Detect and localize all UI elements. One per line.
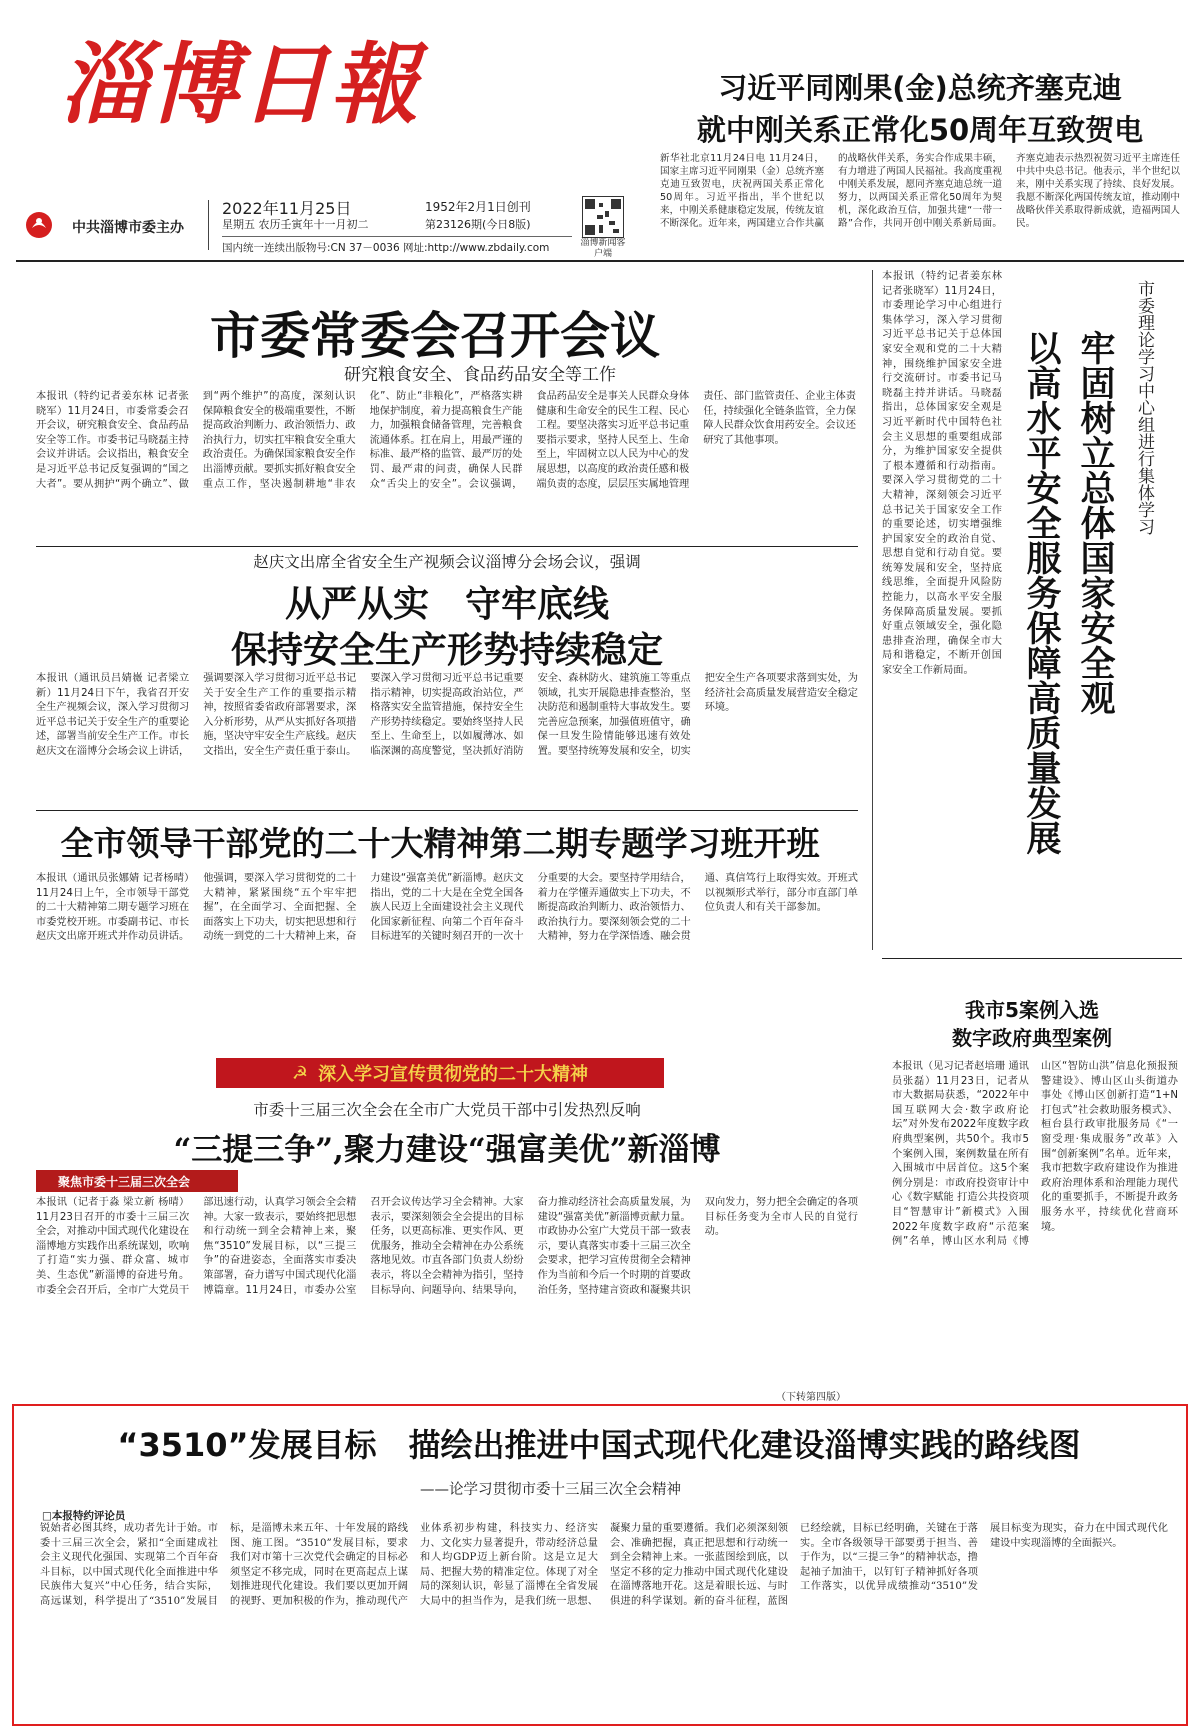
theme-banner-text: 深入学习宣传贯彻党的二十大精神	[318, 1064, 589, 1085]
editorial-subhead: ——论学习贯彻市委十三届三次全会精神	[420, 1482, 681, 1498]
digital-body: 本报讯（见习记者赵培珊 通讯员张磊）11月23日，记者从市大数据局获悉，“2022年中国互联网大会·数字政府论坛”对外发布2022年度数字政府典型案例，共50个。我市5个案例入围，案例数量在所有入围城市中居首位。这5个案例分别是：市政府投资审计中心《数字赋能 打造公共投资项目“智慧审计”新模式》入围2022年度数字政府“示范案例”名单，博山区水利局《博山区“智防山洪”信息化预报预警建设》、博山区山头街道办事处《博山区创新打造“1+N打包式”社会救助服务模式》、桓台县行政审批服务局《“一窗受理·集成服务”改革》入围“创新案例”名单。近年来，我市把数字政府建设作为推进政府治理体系和治理能力现代化的重要抓手，不断提升政务服务水平，持续优化营商环境。	[892, 1061, 1178, 1248]
theory-headline-2: 以高水平安全服务保障高质量发展	[1021, 330, 1062, 855]
plenary-kicker: 市委十三届三次全会在全市广大党员干部中引发热烈反响	[253, 1101, 641, 1119]
plenary-continued: （下转第四版）	[776, 1392, 846, 1403]
issue-date: 2022年11月25日	[222, 199, 352, 218]
lunar-date: 星期五 农历壬寅年十一月初二	[222, 218, 369, 231]
safety-headline-1: 从严从实 守牢底线	[284, 583, 609, 625]
theme-banner	[216, 1058, 664, 1088]
theory-body: 本报讯（特约记者姜东林 记者张晓军）11月24日，市委理论学习中心组进行集体学习，深入学习贯彻习近平总书记关于总体国家安全观和党的二十大精神，围绕维护国家安全进行交流研讨。市委书记马晓磊主持并讲话。马晓磊指出，总体国家安全观是习近平新时代中国特色社会主义思想的重要组成部分，为维护国家安全提供了根本遵循和行动指南。要深入学习贯彻党的二十大精神，深刻领会习近平总书记关于国家安全工作的重要论述，切实增强维护国家安全的政治自觉、思想自觉和行动自觉。要统筹发展和安全，坚持底线思维，全面提升风险防控能力，以高水平安全服务保障高质量发展。要抓好重点领域安全，强化隐患排查治理，确保全市大局和谐稳定，不断开创国家安全工作新局面。	[882, 271, 1002, 677]
founded-date: 1952年2月1日创刊	[425, 200, 531, 214]
top-story-body: 新华社北京11月24日电 11月24日，国家主席习近平同刚果（金）总统齐塞克迪互致贺电，庆祝两国关系正常化50周年。习近平指出，半个世纪以来，中刚关系健康稳定发展，传统友谊不断深化。近年来，两国建立合作共赢的战略伙伴关系，务实合作成果丰硕，有力增进了两国人民福祉。我高度重视中刚关系发展，愿同齐塞克迪总统一道努力，以两国关系正常化50周年为契机，深化政治互信，加强共建“一带一路”合作，共同开创中刚关系新局面。齐塞克迪表示热烈祝贺习近平主席连任中共中央总书记。他表示，半个世纪以来，刚中关系实现了持续、良好发展。我愿不断深化两国传统友谊，推动刚中战略伙伴关系取得新成就，造福两国人民。	[660, 153, 1180, 229]
party-flag-icon: ☭	[291, 1062, 309, 1084]
lead-headline: 市委常委会召开会议	[210, 306, 660, 365]
editorial-body: 锐始者必图其终，成功者先计于始。市委十三届三次全会，紧扣“全面建成社会主义现代化强国、实现第二个百年奋斗目标，以中国式现代化全面推进中华民族伟大复兴”中心任务，结合实际，高远谋划，科学提出了“3510”发展目标，是淄博未来五年、十年发展的路线图、施工图。“3510”发展目标，要求我们对市第十三次党代会确定的目标必须坚定不移完成，同时在更高起点上谋划推进现代化建设。我们要以更加开阔的视野、更加积极的作为，推动现代产业体系初步构建，科技实力、经济实力、文化实力显著提升，带动经济总量和人均GDP迈上新台阶。这是立足大局、把握大势的精准定位。体现了对全局的深刻认识，彰显了淄博在全省发展大局中的担当作为，是我们统一思想、凝聚力量的重要遵循。我们必须深刻领会、准确把握，真正把思想和行动统一到全会精神上来。一张蓝图绘到底，以坚定不移的定力推动中国式现代化建设在淄博落地开花。这是着眼长远、与时俱进的科学谋划。新的奋斗征程，蓝图已经绘就，目标已经明确，关键在于落实。全市各级领导干部要勇于担当、善于作为，以“三提三争”的精神状态，撸起袖子加油干，以钉钉子精神抓好各项工作落实，以优异成绩推动“3510”发展目标变为现实，奋力在中国式现代化建设中实现淄博的全面振兴。	[40, 1523, 1168, 1607]
safety-headline-2: 保持安全生产形势持续稳定	[230, 629, 663, 671]
sponsor-label: 中共淄博市委主办	[72, 220, 184, 236]
plenary-tag	[36, 1170, 238, 1192]
plenary-headline: “三提三争”,聚力建设“强富美优”新淄博	[173, 1132, 721, 1168]
safety-kicker: 赵庆文出席全省安全生产视频会议淄博分会场会议，强调	[253, 553, 641, 571]
theory-kicker: 市委理论学习中心组进行集体学习	[1134, 280, 1154, 535]
masthead-title: 淄博日報	[60, 32, 421, 136]
theory-headline-1: 牢固树立总体国家安全观	[1075, 330, 1116, 715]
qr-code	[582, 196, 624, 238]
editorial-headline: “3510”发展目标 描绘出推进中国式现代化建设淄博实践的路线图	[117, 1426, 1081, 1464]
masthead-logo	[60, 32, 580, 150]
editorial-byline: □本报特约评论员	[42, 1510, 126, 1522]
top-story-headline-2: 就中刚关系正常化50周年互致贺电	[696, 113, 1144, 147]
qr-caption: 淄博新闻客户端	[580, 238, 626, 259]
safety-body: 本报讯（通讯员吕婧嶶 记者梁立新）11月24日下午，我省召开安全生产视频会议，深入学习贯彻习近平总书记关于安全生产的重要论述，部署当前安全生产工作。市长赵庆文在淄博分会场会议上讲话，强调要深入学习贯彻习近平总书记关于安全生产工作的重要指示精神，按照省委省政府部署要求，深入分析形势，从严从实抓好各项措施，坚决守牢安全生产底线。赵庆文指出，安全生产责任重于泰山。要深入学习贯彻习近平总书记重要指示精神，切实提高政治站位，严格落实安全监管措施，保持安全生产形势持续稳定。要始终坚持人民至上、生命至上，以如履薄冰、如临深渊的高度警觉，坚决抓好消防安全、森林防火、建筑施工等重点领域，扎实开展隐患排查整治，坚决防范和遏制重特大事故发生。要完善应急预案，加强值班值守，确保一旦发生险情能够迅速有效处置。要坚持统筹发展和安全，切实把安全生产各项要求落到实处，为经济社会高质量发展营造安全稳定环境。	[36, 673, 858, 757]
digital-headline-1: 我市5案例入选	[965, 998, 1099, 1022]
digital-headline-2: 数字政府典型案例	[952, 1026, 1112, 1050]
party-emblem-icon	[24, 210, 54, 240]
issue-number: 第23126期(今日8版)	[425, 218, 531, 231]
training-headline: 全市领导干部党的二十大精神第二期专题学习班开班	[60, 824, 820, 863]
top-story-headline-1: 习近平同刚果(金)总统齐塞克迪	[718, 71, 1122, 105]
training-body: 本报讯（通讯员张娜婧 记者杨晴）11月24日上午，全市领导干部党的二十大精神第二期专题学习班在市委党校开班。市委副书记、市长赵庆文出席开班式并作动员讲话。他强调，要深入学习贯彻党的二十大精神，紧紧围绕“五个牢牢把握”，在全面学习、全面把握、全面落实上下功夫，切实把思想和行动统一到党的二十大精神上来，奋力建设“强富美优”新淄博。赵庆文指出，党的二十大是在全党全国各族人民迈上全面建设社会主义现代化国家新征程、向第二个百年奋斗目标进军的关键时刻召开的一次十分重要的大会。要坚持学用结合，着力在学懂弄通做实上下功夫，不断提高政治判断力、政治领悟力、政治执行力。要深刻领会党的二十大精神，努力在学深悟透、融会贯通、真信笃行上取得实效。开班式以视频形式举行，部分市直部门单位负责人和有关干部参加。	[36, 873, 858, 943]
publication-number: 国内统一连续出版物号:CN 37－0036 网址:http://www.zbdaily.com	[222, 242, 550, 254]
lead-body: 本报讯（特约记者姜东林 记者张晓军）11月24日，市委常委会召开会议，研究粮食安全、食品药品安全等工作。市委书记马晓磊主持会议并讲话。会议指出，粮食安全是习近平总书记反复强调的“国之大者”。要从拥护“两个确立”、做到“两个维护”的高度，深刻认识保障粮食安全的极端重要性，不断提高政治判断力、政治领悟力、政治执行力，切实扛牢粮食安全重大政治责任。为确保国家粮食安全作出淄博贡献。要抓实抓好粮食安全重点工作，坚决遏制耕地“非农化”、防止“非粮化”，严格落实耕地保护制度，着力提高粮食生产能力，加强粮食储备管理，完善粮食流通体系。扛在肩上，用最严谨的标准、最严格的监管、最严厉的处罚、最严肃的问责，确保人民群众“舌尖上的安全”。会议强调，食品药品安全是事关人民群众身体健康和生命安全的民生工程、民心工程。要坚决落实习近平总书记重要指示要求，坚持人民至上、生命至上，牢固树立以人民为中心的发展思想，以高度的政治责任感和极端负责的态度，层层压实属地管理责任、部门监管责任、企业主体责任，持续强化全链条监管，全力保障人民群众饮食用药安全。会议还研究了其他事项。	[36, 391, 856, 490]
plenary-tag-text: 聚焦市委十三届三次全会	[58, 1174, 191, 1189]
lead-subhead: 研究粮食安全、食品药品安全等工作	[344, 365, 616, 385]
plenary-body: 本报讯（记者于淼 梁立新 杨晴）11月23日召开的市委十三届三次全会，对推动中国式现代化建设在淄博地方实践作出系统谋划，吹响了打造“实力强、群众富、城市美、生态优”新淄博的奋进号角。市委全会召开后，全市广大党员干部迅速行动，认真学习领会全会精神。大家一致表示，要始终把思想和行动统一到全会精神上来，聚焦“3510”发展目标，以“三提三争”的奋进姿态，全面落实市委决策部署，奋力谱写中国式现代化淄博篇章。11月24日，市委办公室召开会议传达学习全会精神。大家表示，要深刻领会全会提出的目标任务，以更高标准、更实作风、更优服务，推动全会精神在办公系统落地见效。市直各部门负责人纷纷表示，将以全会精神为指引，坚持目标导向、问题导向、结果导向，奋力推动经济社会高质量发展，为建设“强富美优”新淄博贡献力量。市政协办公室广大党员干部一致表示，要认真落实市委十三届三次全会要求，把学习宣传贯彻全会精神作为当前和今后一个时期的首要政治任务，坚持建言资政和凝聚共识双向发力，努力把全会确定的各项目标任务变为全市人民的自觉行动。	[36, 1197, 858, 1296]
